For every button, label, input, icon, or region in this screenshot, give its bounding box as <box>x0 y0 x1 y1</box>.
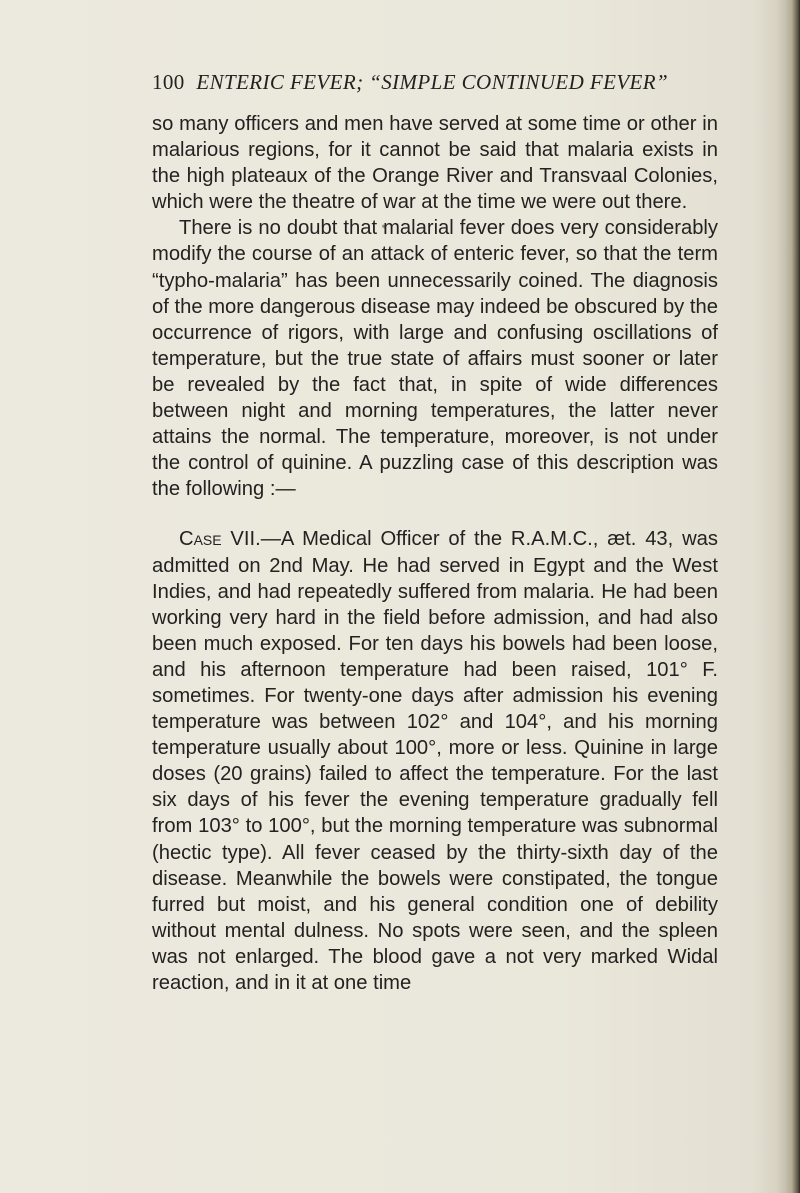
case-label: Case VII. <box>179 528 261 551</box>
case-text: —A Medical Officer of the R.A.M.C., æt. 43, was admitted on 2nd May. He had served in Egypt and the West Indies, and had repeatedly suffered from malaria. He had been working very hard in the field before admission, and had also been much exposed. For ten days his bowels had been loose, and his afternoon temperature had been raised, 101° F. sometimes. For twenty-one days after admission his evening temperature was between 102° and 104°, and his morning temperature usually about 100°, more or less. Quinine in large doses (20 grains) failed to affect the temperature. For the last six days of his fever the evening temperature gradually fell from 103° to 100°, but the morning temperature was subnormal (hectic type). All fever ceased by the thirty-sixth day of the disease. Meanwhile the bowels were constipated, the tongue furred but moist, and his general condition one of debility without mental dulness. No spots were seen, and the spleen was not enlarged. The blood gave a not very marked Widal reaction, and in it at one time <box>152 528 718 994</box>
running-header <box>152 70 712 95</box>
case-report <box>152 526 718 996</box>
page-number: 100 <box>152 70 185 94</box>
book-spine-edge <box>786 0 800 1193</box>
running-title: ENTERIC FEVER; “SIMPLE CONTINUED FEVER” <box>196 70 669 94</box>
paragraph-typho-malaria: There is no doubt that malarial fever does very considerably modify the course of an attack of enteric fever, so that the term “typho-malaria” has been unnecessarily coined. The diagnosis of the more dangerous disease may indeed be obscured by the occurrence of rigors, with large and confusing oscillations of temperature, but the true state of affairs must sooner or later be revealed by the fact that, in spite of wide differences between night and morning temperatures, the latter never attains the normal. The temperature, moreover, is not under the control of quinine. A puzzling case of this description was the following :— <box>152 217 718 501</box>
body-text <box>152 111 718 996</box>
paragraph-continued: so many officers and men have served at some time or other in malarious regions, for it cannot be said that malaria exists in the high plateaux of the Orange River and Transvaal Colonies, which were the theatre of war at the time we were out there. <box>152 113 718 214</box>
